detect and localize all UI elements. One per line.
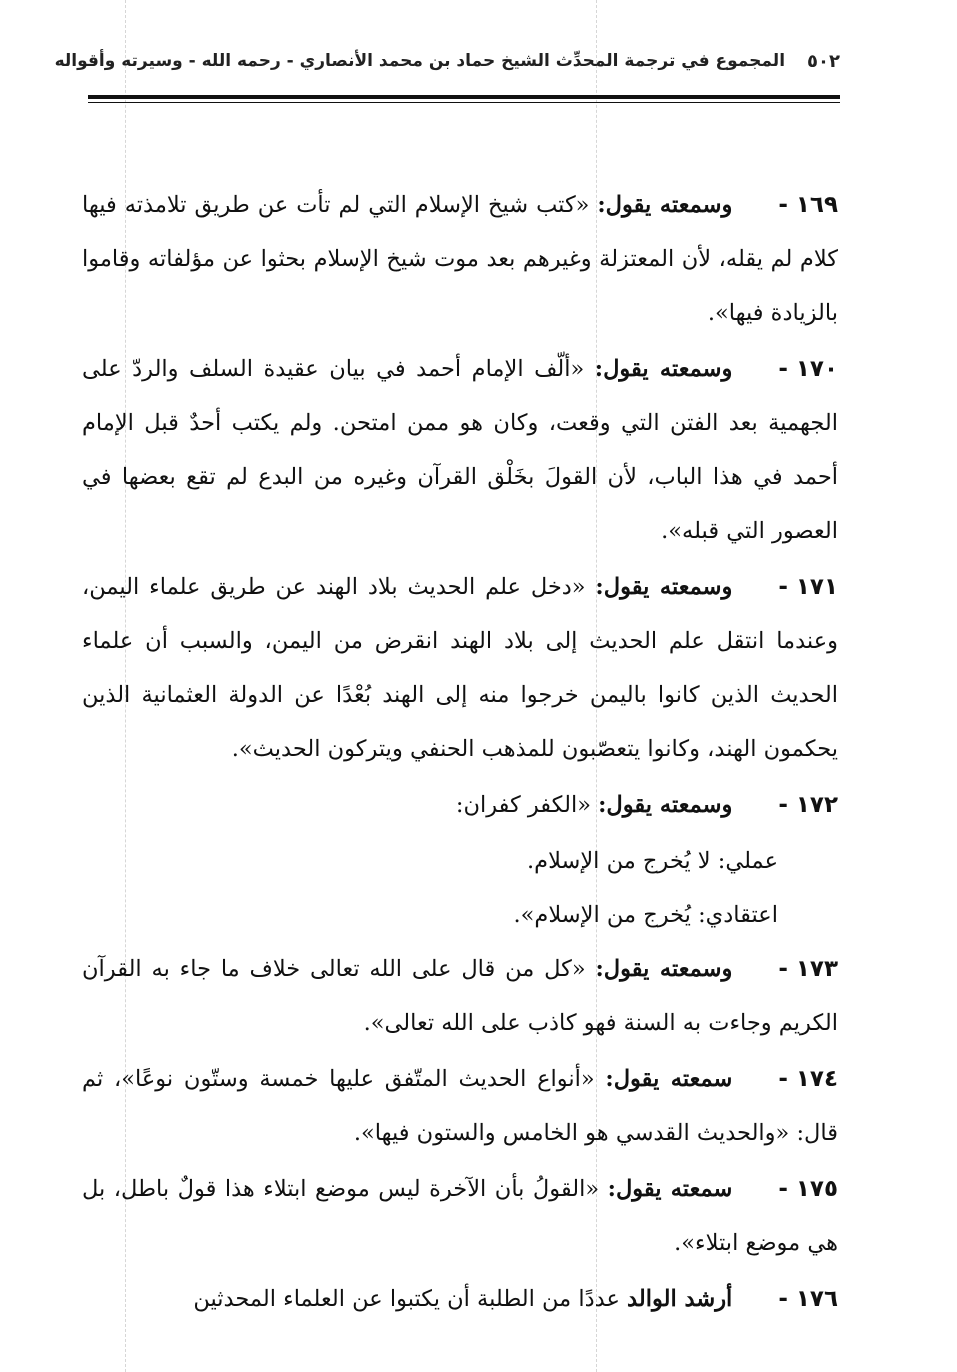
paragraph-lead: أرشد الوالد [627, 1286, 733, 1312]
paragraph-173 [82, 942, 838, 1050]
paragraph-number: ١٦٩ - [778, 192, 839, 218]
paragraph-text: «أنواع الحديث المتّفق عليها خمسة وستّون نوعًا»، ثم قال: «والحديث القدسي هو الخامس والستون فيها». [82, 1066, 838, 1146]
paragraph-170 [82, 342, 838, 558]
paragraph-lead: وسمعته يقول: [598, 792, 733, 818]
header-rule-thin [88, 102, 840, 103]
kufr-creedal-line: اعتقادي: يُخرج من الإسلام». [513, 902, 778, 928]
text-body [82, 178, 838, 1328]
paragraph-169 [82, 178, 838, 340]
paragraph-174 [82, 1052, 838, 1160]
paragraph-number: ١٧٥ - [778, 1176, 838, 1202]
paragraph-text: عددًا من الطلبة أن يكتبوا عن العلماء المحدثين [193, 1286, 628, 1312]
paragraph-lead: وسمعته يقول: [595, 574, 733, 600]
paragraph-lead: وسمعته يقول: [597, 192, 733, 218]
paragraph-number: ١٧٦ - [778, 1286, 838, 1312]
paragraph-text: «ألّف الإمام أحمد في بيان عقيدة السلف والردّ على الجهمية بعد الفتن التي وقعت، وكان هو ممن امتحن. ولم يكتب أحدٌ قبل الإمام أحمد في هذا الباب، لأن القولَ بخَلْق القرآن وغيره من البدع لم تقع بعضها في العصور التي قبله». [82, 356, 838, 544]
paragraph-172 [82, 778, 838, 832]
paragraph-number: ١٧٠ - [778, 356, 838, 382]
paragraph-lead: وسمعته يقول: [594, 356, 733, 382]
paragraph-176 [82, 1272, 838, 1326]
paragraph-text: «كل من قال على الله تعالى خلاف ما جاء به القرآن الكريم وجاءت به السنة فهو كاذب على الله تعالى». [82, 956, 838, 1036]
paragraph-lead: سمعته يقول: [607, 1176, 733, 1202]
paragraph-175 [82, 1162, 838, 1270]
paragraph-text: «القولُ بأن الآخرة ليس موضع ابتلاء هذا قولٌ باطل، بل هي موضع ابتلاء». [82, 1176, 838, 1256]
paragraph-number: ١٧١ - [778, 574, 839, 600]
paragraph-number: ١٧٣ - [778, 956, 838, 982]
paragraph-number: ١٧٤ - [778, 1066, 839, 1092]
page-number: ٥٠٢ [807, 50, 840, 72]
paragraph-171 [82, 560, 838, 776]
running-header [54, 44, 840, 78]
paragraph-lead: سمعته يقول: [605, 1066, 733, 1092]
header-rule [88, 95, 840, 99]
kufr-practical-line: عملي: لا يُخرج من الإسلام. [526, 848, 778, 874]
paragraph-number: ١٧٢ - [778, 792, 838, 818]
paragraph-text: «الكفر كفران: [455, 792, 599, 818]
paragraph-text: «دخل علم الحديث بلاد الهند عن طريق علماء اليمن، وعندما انتقل علم الحديث إلى بلاد الهند انقرض من اليمن، والسبب أن علماء الحديث الذين كانوا باليمن خرجوا منه إلى الهند بُعْدًا عن الدولة العثمانية الذين يحكمون الهند، وكانوا يتعصّبون للمذهب الحنفي ويتركون الحديث». [82, 574, 838, 762]
paragraph-text: «كتب شيخ الإسلام التي لم تأت عن طريق تلامذته فيها كلام لم يقله، لأن المعتزلة وغيرهم بعد موت شيخ الإسلام بحثوا عن مؤلفاته وقاموا بالزيادة فيها». [82, 192, 838, 326]
running-title: المجموع في ترجمة المحدِّث الشيخ حماد بن محمد الأنصاري - رحمه الله - وسيرته وأقواله [54, 51, 786, 71]
paragraph-lead: وسمعته يقول: [595, 956, 733, 982]
